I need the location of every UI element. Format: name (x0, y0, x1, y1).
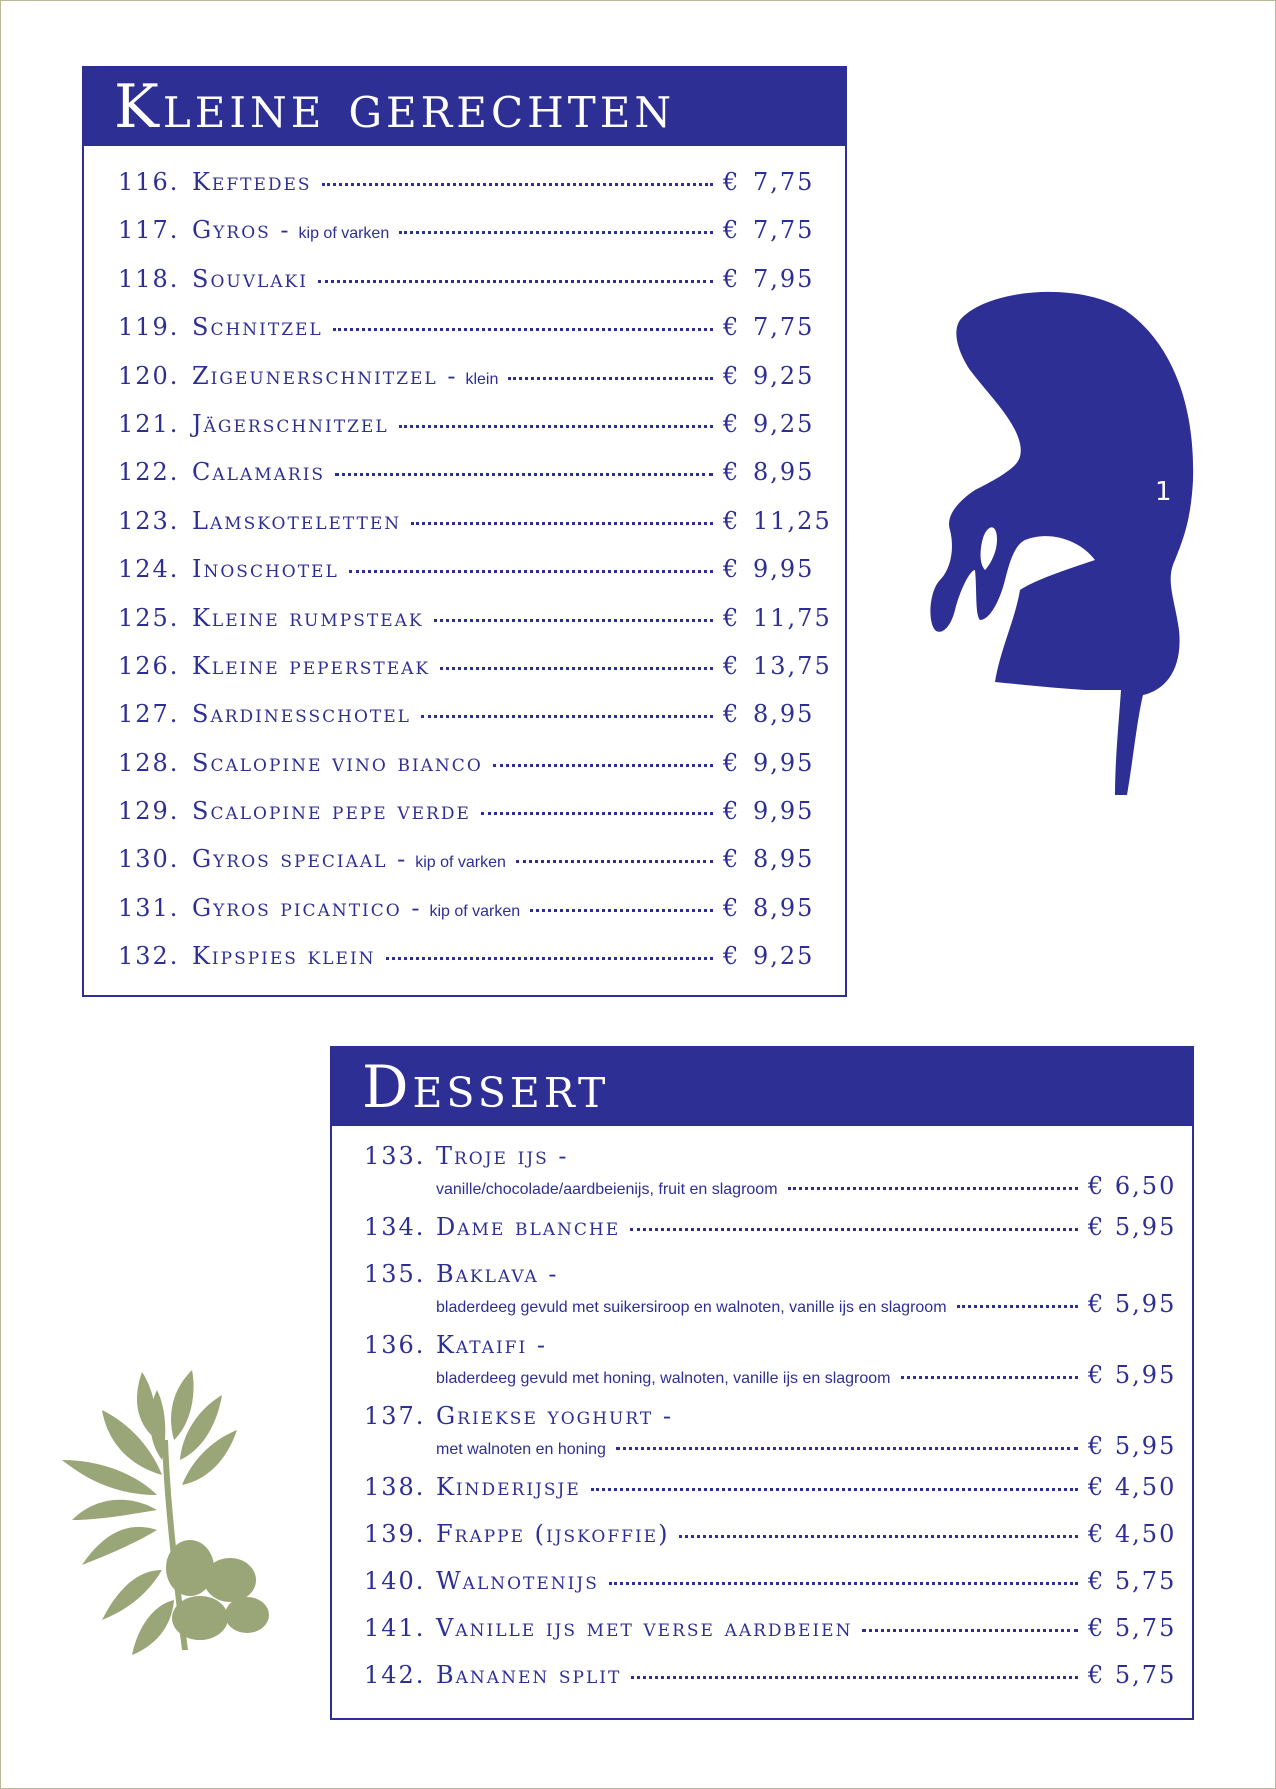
dot-leader (493, 764, 713, 767)
item-number: 126. (118, 651, 180, 680)
dot-leader (530, 909, 713, 912)
menu-item (118, 603, 832, 652)
currency-symbol: € (723, 797, 741, 826)
item-price (723, 458, 825, 486)
dessert-title: Dessert (332, 1048, 1192, 1126)
item-number: 123. (118, 506, 180, 535)
item-number: 132. (118, 942, 180, 971)
dot-leader (631, 1676, 1078, 1679)
price-value: 8,95 (753, 845, 815, 874)
menu-item (364, 1567, 1177, 1614)
item-name: Frappe (ijskoffie) (436, 1520, 670, 1548)
menu-item (118, 362, 825, 410)
item-name: Gyros - (192, 216, 291, 245)
item-price (723, 700, 825, 728)
currency-symbol: € (723, 603, 741, 632)
item-number: 119. (118, 313, 180, 342)
menu-item (364, 1614, 1177, 1661)
item-price (723, 265, 825, 293)
currency-symbol: € (723, 700, 741, 729)
price-value: 9,25 (753, 409, 815, 438)
menu-item (118, 651, 832, 700)
item-description: bladerdeeg gevuld met suikersiroop en walnoten, vanille ijs en slagroom (436, 1299, 947, 1316)
item-name: Kataifi - (436, 1331, 547, 1359)
item-number: 118. (118, 264, 180, 293)
item-name: Souvlaki (192, 264, 308, 293)
item-name: Keftedes (192, 168, 312, 196)
item-description: vanille/chocolade/aardbeienijs, fruit en slagroom (436, 1181, 778, 1198)
price-value: 8,95 (753, 700, 815, 729)
dot-leader (679, 1535, 1078, 1538)
item-name: Troje ijs - (436, 1142, 569, 1170)
item-number: 129. (118, 797, 180, 826)
price-value: 7,95 (753, 264, 815, 293)
kleine-gerechten-title: Kleine gerechten (84, 68, 845, 146)
item-price (723, 749, 825, 777)
item-price (723, 410, 825, 438)
price-value: 9,95 (753, 797, 815, 826)
item-number: 120. (118, 361, 180, 390)
item-number: 142. (364, 1661, 426, 1689)
item-number: 124. (118, 555, 180, 584)
currency-symbol: € (723, 845, 741, 874)
menu-item (364, 1473, 1177, 1520)
item-number: 128. (118, 748, 180, 777)
dot-leader (862, 1629, 1078, 1632)
item-note: kip of varken (415, 854, 506, 872)
currency-symbol: € (723, 942, 741, 971)
dot-leader (901, 1376, 1078, 1379)
dot-leader (957, 1305, 1078, 1308)
dot-leader (386, 957, 713, 960)
item-number: 127. (118, 700, 180, 729)
item-price (723, 555, 825, 583)
item-name: Zigeunerschnitzel - (192, 361, 458, 390)
item-name: Schnitzel (192, 313, 323, 342)
dot-leader (508, 377, 713, 380)
item-price: € 5,75 (1088, 1614, 1177, 1642)
item-name: Kleine pepersteak (192, 651, 431, 680)
currency-symbol: € (723, 893, 741, 922)
currency-symbol: € (723, 506, 741, 535)
item-number: 138. (364, 1473, 426, 1501)
item-number: 135. (364, 1260, 426, 1288)
dot-leader (630, 1228, 1078, 1231)
menu-item (118, 797, 825, 845)
dot-leader (516, 860, 713, 863)
item-number: 141. (364, 1614, 426, 1642)
item-number: 117. (118, 216, 180, 245)
item-name: Baklava - (436, 1260, 559, 1288)
dot-leader (788, 1187, 1078, 1190)
item-price (723, 603, 832, 632)
item-name: Gyros speciaal - (192, 845, 408, 874)
item-name: Calamaris (192, 458, 326, 487)
menu-item (364, 1213, 1177, 1260)
dot-leader (399, 231, 713, 234)
item-note: kip of varken (298, 225, 390, 243)
item-name: Scalopine vino bianco (192, 748, 483, 777)
item-price: € 5,75 (1088, 1567, 1177, 1595)
item-number: 134. (364, 1213, 426, 1241)
dot-leader (440, 667, 713, 670)
item-name: Kipspies klein (192, 942, 376, 971)
item-number: 116. (118, 168, 180, 196)
menu-item (364, 1520, 1177, 1567)
item-name: Jägerschnitzel (192, 409, 389, 438)
dot-leader (318, 280, 713, 283)
dot-leader (609, 1582, 1078, 1585)
item-price: € 5,95 (1088, 1290, 1177, 1318)
item-price: € 5,75 (1088, 1661, 1177, 1689)
currency-symbol: € (723, 409, 741, 438)
price-value: 8,95 (753, 458, 815, 487)
dot-leader (335, 473, 713, 476)
item-price: € 5,95 (1088, 1361, 1177, 1389)
menu-item (364, 1331, 1177, 1402)
price-value: 9,95 (753, 555, 815, 584)
currency-symbol: € (723, 264, 741, 293)
item-name: Sardinesschotel (192, 700, 411, 729)
menu-item (118, 700, 825, 748)
item-number: 125. (118, 603, 180, 632)
item-number: 122. (118, 458, 180, 487)
menu-item (118, 942, 825, 990)
menu-item (118, 168, 825, 216)
dot-leader (333, 328, 713, 331)
item-price (723, 506, 832, 535)
item-price: € 4,50 (1088, 1520, 1177, 1548)
currency-symbol: € (723, 458, 741, 487)
currency-symbol: € (723, 555, 741, 584)
currency-symbol: € (723, 216, 741, 245)
currency-symbol: € (723, 361, 741, 390)
item-price: € 4,50 (1088, 1473, 1177, 1501)
menu-item (118, 749, 825, 797)
item-name: Vanille ijs met verse aardbeien (436, 1614, 853, 1642)
kleine-gerechten-list (84, 146, 845, 991)
item-number: 131. (118, 893, 180, 922)
item-price (723, 797, 825, 825)
dot-leader (481, 812, 713, 815)
item-name: Scalopine pepe verde (192, 797, 471, 826)
menu-item (118, 265, 825, 313)
dot-leader (591, 1488, 1078, 1491)
item-number: 130. (118, 845, 180, 874)
menu-item (364, 1142, 1177, 1213)
price-value: 7,75 (753, 216, 815, 245)
dessert-list (332, 1126, 1192, 1708)
item-name: Griekse yoghurt - (436, 1402, 673, 1430)
item-number: 136. (364, 1331, 426, 1359)
menu-item (118, 506, 832, 555)
item-name: Kleine rumpsteak (192, 603, 424, 632)
menu-item (118, 410, 825, 458)
item-number: 137. (364, 1402, 426, 1430)
currency-symbol: € (723, 313, 741, 342)
price-value: 11,25 (753, 506, 832, 535)
price-value: 13,75 (753, 651, 832, 680)
price-value: 9,95 (753, 748, 815, 777)
item-number: 139. (364, 1520, 426, 1548)
item-description: bladerdeeg gevuld met honing, walnoten, vanille ijs en slagroom (436, 1370, 891, 1387)
menu-item (118, 458, 825, 506)
currency-symbol: € (723, 748, 741, 777)
menu-item (364, 1661, 1177, 1708)
item-price (723, 894, 825, 922)
menu-item (118, 216, 825, 264)
item-name: Dame blanche (436, 1213, 621, 1241)
item-name: Kinderijsje (436, 1473, 581, 1501)
item-description: met walnoten en honing (436, 1441, 606, 1458)
kleine-gerechten-panel (82, 66, 847, 997)
price-value: 11,75 (753, 603, 832, 632)
item-name: Bananen split (436, 1661, 622, 1689)
item-price (723, 651, 832, 680)
menu-item (118, 845, 825, 893)
item-price (723, 313, 825, 341)
item-name: Inoschotel (192, 555, 339, 584)
item-price: € 5,95 (1088, 1432, 1177, 1460)
menu-item (118, 894, 825, 942)
dot-leader (322, 183, 713, 186)
menu-item (118, 555, 825, 603)
item-price (723, 845, 825, 873)
dot-leader (421, 715, 713, 718)
dessert-panel (330, 1046, 1194, 1720)
price-value: 7,75 (753, 168, 815, 196)
item-name: Lamskoteletten (192, 506, 402, 535)
item-price: € 5,95 (1088, 1213, 1177, 1241)
page-number: 1 (1155, 477, 1172, 507)
dot-leader (616, 1447, 1078, 1450)
helmet-icon (925, 290, 1200, 800)
item-price (723, 362, 825, 390)
dot-leader (434, 619, 713, 622)
item-note: klein (465, 370, 499, 388)
currency-symbol: € (723, 168, 741, 196)
menu-item (118, 313, 825, 361)
dot-leader (399, 425, 713, 428)
price-value: 8,95 (753, 893, 815, 922)
price-value: 9,25 (753, 942, 815, 971)
item-price (723, 216, 825, 244)
item-name: Walnotenijs (436, 1567, 599, 1595)
price-value: 7,75 (753, 313, 815, 342)
item-number: 121. (118, 409, 180, 438)
item-number: 133. (364, 1142, 426, 1170)
item-price (723, 168, 825, 196)
olive-branch-icon (62, 1370, 292, 1670)
dot-leader (411, 522, 713, 525)
item-price (723, 942, 825, 970)
dot-leader (349, 570, 713, 573)
currency-symbol: € (723, 651, 741, 680)
item-price: € 6,50 (1088, 1172, 1177, 1200)
item-number: 140. (364, 1567, 426, 1595)
item-note: kip of varken (429, 902, 521, 920)
menu-item (364, 1402, 1177, 1473)
price-value: 9,25 (753, 361, 815, 390)
item-name: Gyros picantico - (192, 893, 422, 922)
menu-item (364, 1260, 1177, 1331)
